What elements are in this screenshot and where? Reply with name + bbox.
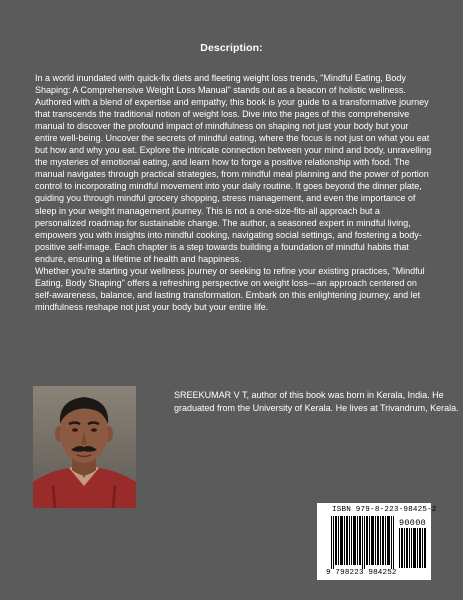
author-photo <box>33 386 136 508</box>
description-paragraph: Whether you're starting your wellness journey or seeking to refine your existing practices, "Mindful Eating, Body Shaping" offers a refreshing perspective on weight loss—an approach centered on self-awareness, balance, and lasting transformation. Embark on this enlightening journey, and let mindfulness reshape not just your body but your entire life. <box>35 265 425 312</box>
isbn-barcode <box>317 503 437 580</box>
description-heading: Description: <box>200 42 263 54</box>
description-paragraph: In a world inundated with quick-fix diets and fleeting weight loss trends, "Mindful Eating, Body Shaping: A Comprehensive Weight Loss Manual" stands out as a beacon of holistic wellness. Authored with a blend of expertise and empathy, this book is your guide to a transformative journey that transcends the traditional notion of weight loss. Dive into the pages of this comprehensive manual to discover the profound impact of mindfulness on shaping not just your body but your entire well-being. Uncover the secrets of mindful eating, where the focus is not just on what you eat but how and why you eat. Explore the intricate connection between your mind and body, unravelling the mysteries of emotional eating, and learn how to forge a positive relationship with food. The manual navigates through practical strategies, from mindful meal planning and the power of portion control to incorporating mindful movement into your daily routine. It goes beyond the dinner plate, guiding you through mindful grocery shopping, stress management, and even the importance of sleep in your weight management journey. This is not a one-size-fits-all approach but a personalized roadmap for sustainable change. The author, a seasoned expert in mindful living, empowers you with insights into mindful cooking, navigating social settings, and fostering a body-positive self-image. Each chapter is a step towards building a foundation of mindful habits that endure, ensuring a lifetime of health and happiness. <box>35 73 432 264</box>
author-portrait-icon <box>33 386 136 508</box>
description-body <box>35 72 433 313</box>
price-code: 90000 <box>399 518 427 528</box>
isbn-label: ISBN 979-8-223-98425-2 <box>332 506 437 514</box>
barcode-bars <box>330 516 396 569</box>
author-bio: SREEKUMAR V T, author of this book was born in Kerala, India. He graduated from the University of Kerala. He lives at Trivandrum, Kerala. <box>174 390 459 413</box>
addon-barcode-bars <box>399 528 427 568</box>
barcode-digits: 9 798223 984252 <box>326 569 397 577</box>
